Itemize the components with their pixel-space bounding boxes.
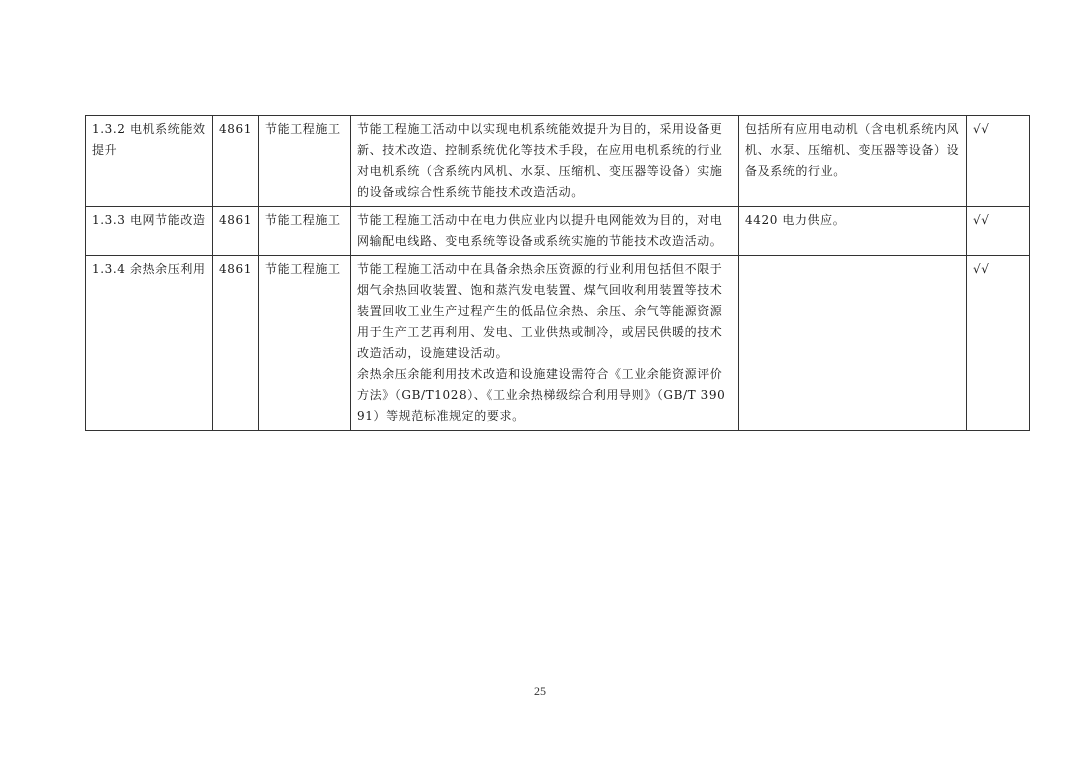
description-paragraph: 节能工程施工活动中在电力供应业内以提升电网能效为目的，对电网输配电线路、变电系统等设备或系统实施的节能技术改造活动。 <box>357 213 723 248</box>
item-name-cell: 1.3.4 余热余压利用 <box>86 256 213 431</box>
description-paragraph: 节能工程施工活动中以实现电机系统能效提升为目的，采用设备更新、技术改造、控制系统优化等技术手段，在应用电机系统的行业对电机系统（含系统内风机、水泵、压缩机、变压器等设备）实施的设备或综合性系统节能技术改造活动。 <box>357 122 723 199</box>
industry-type-cell: 节能工程施工 <box>259 256 351 431</box>
page-number: 25 <box>534 684 546 698</box>
table-row <box>86 256 1030 431</box>
checkmark-cell: √√ <box>967 116 1030 207</box>
industry-catalog-table <box>85 115 1030 431</box>
scope-cell <box>739 256 967 431</box>
industry-code-cell: 4861 <box>213 207 259 256</box>
description-cell <box>351 116 739 207</box>
industry-type-cell: 节能工程施工 <box>259 207 351 256</box>
scope-cell: 4420 电力供应。 <box>739 207 967 256</box>
table-row <box>86 116 1030 207</box>
checkmark-cell: √√ <box>967 256 1030 431</box>
checkmark-cell: √√ <box>967 207 1030 256</box>
description-paragraph: 余热余压余能利用技术改造和设施建设需符合《工业余能资源评价方法》（GB/T1028）、《工业余热梯级综合利用导则》（GB/T 39091）等规范标准规定的要求。 <box>357 367 726 423</box>
scope-cell: 包括所有应用电动机（含电机系统内风机、水泵、压缩机、变压器等设备）设备及系统的行业。 <box>739 116 967 207</box>
industry-type-cell: 节能工程施工 <box>259 116 351 207</box>
table-row <box>86 207 1030 256</box>
description-cell <box>351 256 739 431</box>
item-name-cell: 1.3.2 电机系统能效提升 <box>86 116 213 207</box>
description-cell <box>351 207 739 256</box>
description-paragraph: 节能工程施工活动中在具备余热余压资源的行业利用包括但不限于烟气余热回收装置、饱和蒸汽发电装置、煤气回收利用装置等技术装置回收工业生产过程产生的低品位余热、余压、余气等能源资源用于生产工艺再利用、发电、工业供热或制冷，或居民供暖的技术改造活动，设施建设活动。 <box>357 262 723 360</box>
industry-code-cell: 4861 <box>213 116 259 207</box>
item-name-cell: 1.3.3 电网节能改造 <box>86 207 213 256</box>
industry-code-cell: 4861 <box>213 256 259 431</box>
